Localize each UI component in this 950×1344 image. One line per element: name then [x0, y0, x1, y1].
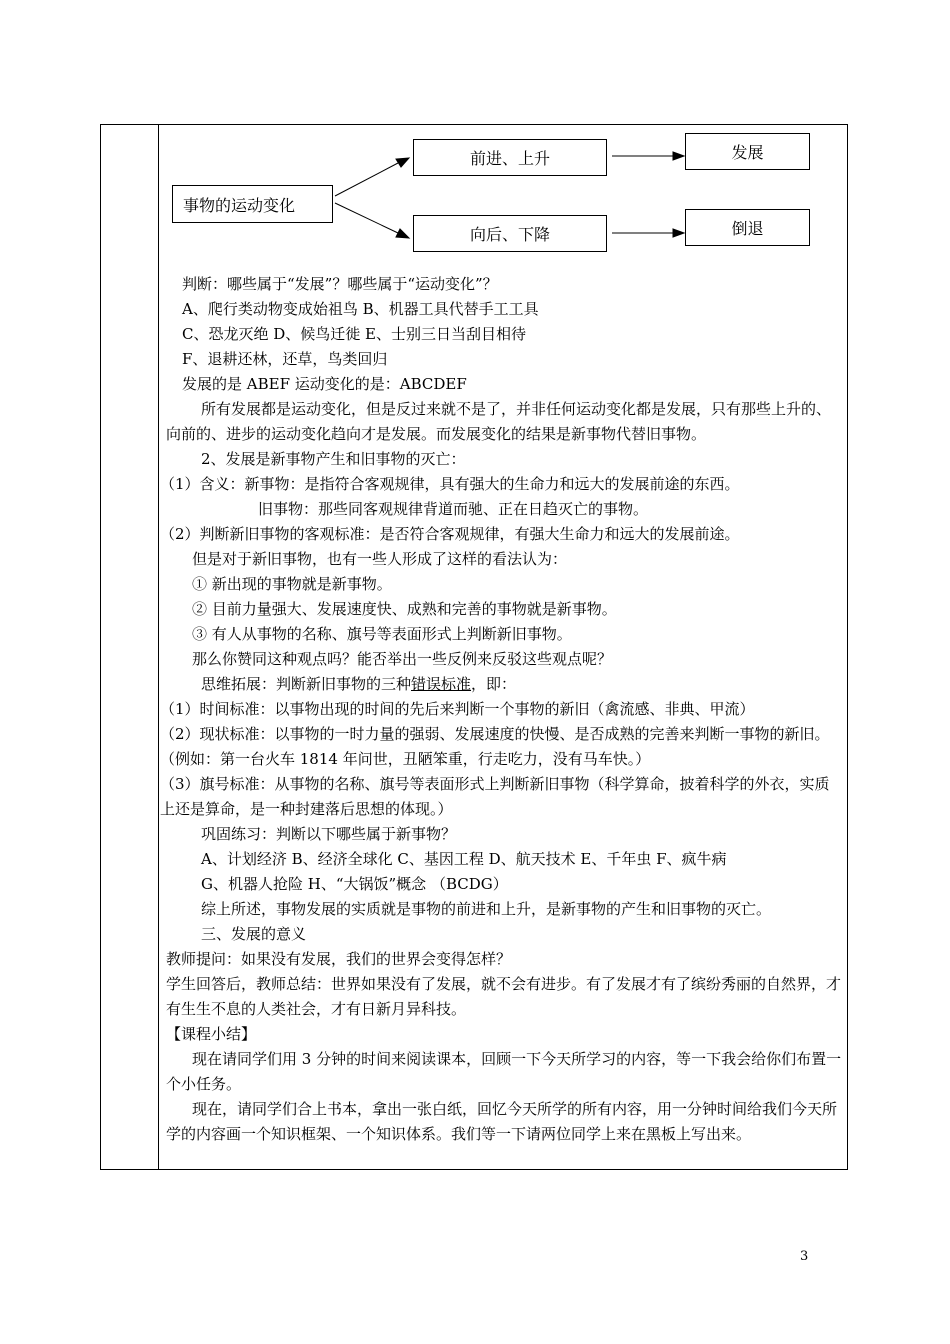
text-line: 综上所述，事物发展的实质就是事物的前进和上升，是新事物的产生和旧事物的灭亡。: [201, 900, 772, 918]
text-line: （1）时间标准：以事物出现的时间的先后来判断一个事物的新旧（禽流感、非典、甲流）: [160, 700, 755, 718]
underlined-term: 错误标准: [411, 675, 472, 693]
list-item: ① 新出现的事物就是新事物。: [192, 575, 392, 593]
text-span: 思维拓展：判断新旧事物的三种: [201, 675, 412, 693]
option-line: A、计划经济 B、经济全球化 C、基因工程 D、航天技术 E、千年虫 F、疯牛病: [201, 850, 727, 868]
paragraph: 现在请同学们用 3 分钟的时间来阅读课本，回顾一下今天所学习的内容，等一下我会给你们布置一个小任务。: [166, 1050, 842, 1093]
diagram-development-box: 发展: [685, 133, 810, 170]
list-item: ③ 有人从事物的名称、旗号等表面形式上判断新旧事物。: [192, 625, 572, 643]
option-line: F、退耕还林，还草，鸟类回归: [182, 350, 388, 368]
text-line: 教师提问：如果没有发展，我们的世界会变得怎样？: [166, 950, 512, 968]
paragraph: （2）现状标准：以事物的一时力量的强弱、发展速度的快慢、是否成熟的完善来判断一事物的新旧。（例如：第一台火车 1814 年问世，丑陋笨重，行走吃力，没有马车快。）: [160, 725, 830, 768]
option-line: G、机器人抢险 H、“大锅饭”概念 （BCDG）: [201, 875, 508, 893]
paragraph: 学生回答后，教师总结：世界如果没有了发展，就不会有进步。有了发展才有了缤纷秀丽的自然界，才有生生不息的人类社会，才有日新月异科技。: [166, 975, 842, 1018]
diagram-regression-box: 倒退: [685, 209, 810, 246]
paragraph: 现在，请同学们合上书本，拿出一张白纸，回忆今天所学的所有内容，用一分钟时间给我们今天所学的内容画一个知识框架、一个知识体系。我们等一下请两位同学上来在黑板上写出来。: [166, 1100, 838, 1143]
text-line: 旧事物：那些同客观规律背道而驰、正在日趋灭亡的事物。: [258, 500, 649, 518]
paragraph: 所有发展都是运动变化，但是反过来就不是了，并非任何运动变化都是发展，只有那些上升的、向前的、进步的运动变化趋向才是发展。而发展变化的结果是新事物代替旧事物。: [166, 400, 832, 443]
paragraph: （3）旗号标准：从事物的名称、旗号等表面形式上判断新旧事物（科学算命，披着科学的外衣，实质上还是算命，是一种封建落后思想的体现。）: [160, 775, 830, 818]
text-line: （2）判断新旧事物的客观标准：是否符合客观规律，有强大生命力和远大的发展前途。: [160, 525, 740, 543]
page-number: 3: [800, 1249, 809, 1264]
option-line: C、恐龙灭绝 D、候鸟迁徙 E、士别三日当刮目相待: [182, 325, 526, 343]
text-span: ，即：: [471, 675, 517, 693]
section-heading: 三、发展的意义: [201, 925, 307, 943]
section-heading: 2、发展是新事物产生和旧事物的灭亡：: [201, 450, 466, 468]
diagram-lower-box: 向后、下降: [413, 215, 607, 252]
text-line: 但是对于新旧事物，也有一些人形成了这样的看法认为：: [192, 550, 568, 568]
answer-line: 发展的是 ABEF 运动变化的是：ABCDEF: [182, 375, 467, 393]
question-line: 判断：哪些属于“发展”？哪些属于“运动变化”？: [182, 275, 498, 293]
option-line: A、爬行类动物变成始祖鸟 B、机器工具代替手工工具: [182, 300, 539, 318]
text-line: 巩固练习：判断以下哪些属于新事物？: [201, 825, 457, 843]
text-line: [166, 672, 842, 697]
diagram-upper-box: 前进、上升: [413, 139, 607, 176]
text-line: 那么你赞同这种观点吗？能否举出一些反例来反驳这些观点呢？: [192, 650, 613, 668]
text-line: （1）含义：新事物：是指符合客观规律，具有强大的生命力和远大的发展前途的东西。: [160, 475, 740, 493]
section-heading: 【课程小结】: [166, 1025, 257, 1043]
diagram-source-box: 事物的运动变化: [172, 185, 333, 223]
list-item: ② 目前力量强大、发展速度快、成熟和完善的事物就是新事物。: [192, 600, 617, 618]
lesson-body: [160, 272, 842, 1147]
